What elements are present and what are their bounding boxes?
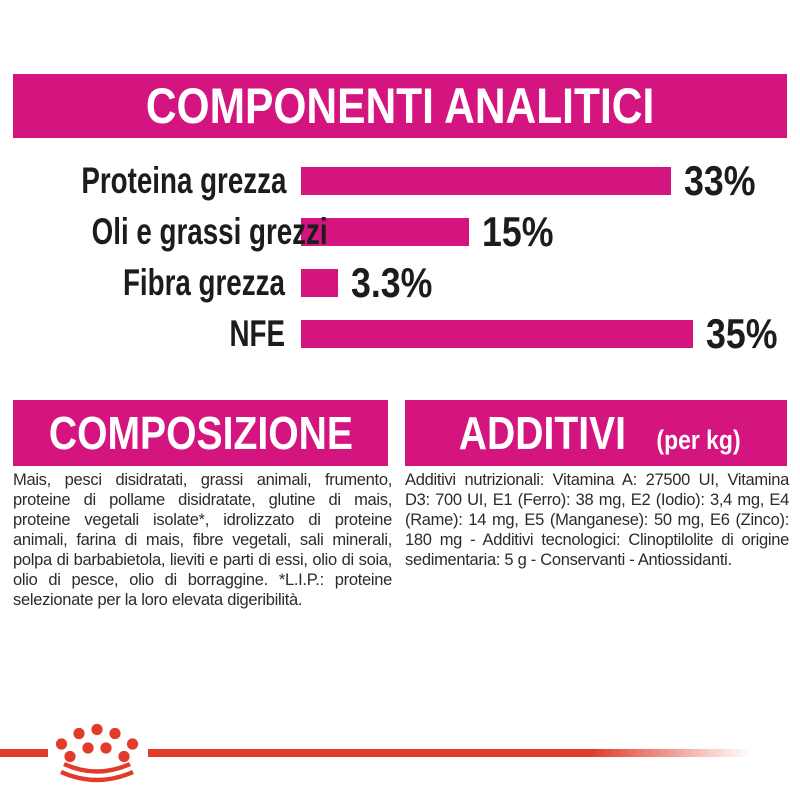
composition-header bbox=[13, 400, 388, 466]
logo-divider-right bbox=[148, 749, 763, 757]
composition-text: Mais, pesci disidratati, grassi animali, frumento, proteine di pollame disidratate, glutine di mais, proteine vegetali isolate*, idrolizzato di proteine animali, farina di mais, fibre vegetali, sali minerali, polpa di barbabietola, lieviti e parti di essi, olio di soia, olio di pesce, olio di borraggine. *L.I.P.: proteine selezionate per la loro elevata digeribilità. bbox=[13, 471, 392, 609]
chart-value-label: 3.3% bbox=[351, 258, 433, 306]
chart-row bbox=[13, 155, 787, 206]
chart-bar bbox=[301, 269, 338, 297]
analytical-components-chart bbox=[13, 155, 787, 359]
additives-text: Additivi nutrizionali: Vitamina A: 27500 UI, Vitamina D3: 700 UI, E1 (Ferro): 38 mg, E2 (Iodio): 3,4 mg, E4 (Rame): 14 mg, E5 (Manganese): 50 mg, E6 (Zinco): 180 mg - Additivi tecnologici: Clinoptilolite di origine sedimentaria: 5 g - Conservanti - Antiossidanti. bbox=[405, 471, 789, 569]
analytical-components-title: COMPONENTI ANALITICI bbox=[145, 78, 655, 134]
chart-bar bbox=[301, 320, 693, 348]
royal-canin-crown-icon bbox=[50, 722, 150, 794]
chart-category-label: Fibra grezza bbox=[123, 261, 285, 303]
additives-title: ADDITIVI bbox=[458, 407, 626, 459]
chart-row bbox=[13, 308, 787, 359]
chart-value-label: 33% bbox=[684, 156, 756, 204]
chart-value-label: 15% bbox=[482, 207, 554, 255]
logo-divider-left bbox=[0, 749, 48, 757]
additives-title-group bbox=[444, 406, 749, 460]
additives-header bbox=[405, 400, 787, 466]
chart-category-label: NFE bbox=[229, 312, 285, 354]
chart-category-label: Oli e grassi grezzi bbox=[91, 210, 328, 252]
additives-title-suffix: (per kg) bbox=[656, 425, 741, 455]
chart-category-label: Proteina grezza bbox=[81, 159, 287, 201]
chart-value-label: 35% bbox=[706, 309, 778, 357]
chart-bar bbox=[301, 167, 671, 195]
composition-title: COMPOSIZIONE bbox=[48, 407, 353, 459]
analytical-components-banner bbox=[13, 74, 787, 138]
chart-row bbox=[13, 206, 787, 257]
chart-row bbox=[13, 257, 787, 308]
